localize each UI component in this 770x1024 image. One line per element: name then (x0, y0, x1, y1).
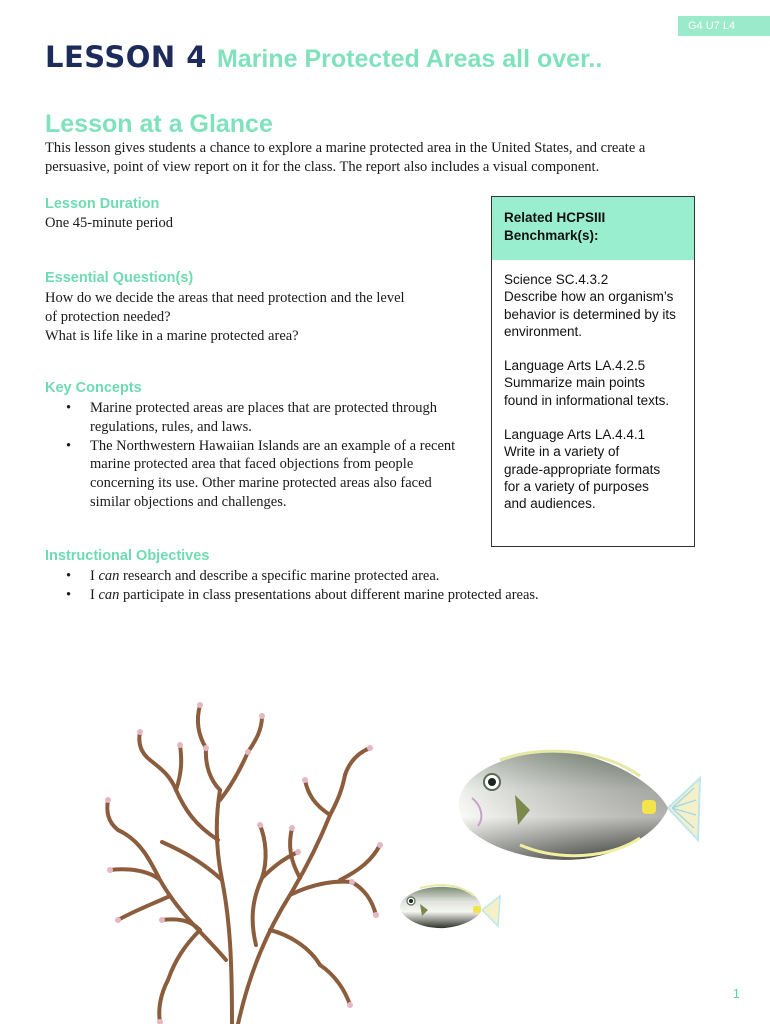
concept-line: concerning its use. Other marine protected areas also faced (90, 475, 432, 492)
benchmark-text: environment. (504, 323, 583, 339)
benchmark-text: Describe how an organism’s (504, 289, 674, 305)
benchmark-code: Language Arts LA.4.2.5 (504, 358, 646, 374)
benchmark-text: grade-appropriate formats (504, 461, 661, 477)
page-number: 1 (732, 986, 740, 1001)
objective-emphasis: can (98, 586, 120, 603)
lesson-number: LESSON 4 (45, 40, 207, 74)
duration-text: One 45-minute period (45, 215, 174, 231)
concept-line: marine protected area that faced objections from people (90, 456, 414, 473)
concept-line: • Marine protected areas are places that are protected through (90, 400, 438, 416)
grade-unit-lesson-tag: G4 U7 L4 (678, 16, 770, 36)
concept-line: regulations, rules, and laws. (90, 418, 252, 435)
benchmarks-heading-line: Benchmark(s): (504, 228, 599, 243)
objective-text: research and describe a specific marine protected area. (119, 568, 440, 584)
key-concepts-heading: Key Concepts (45, 380, 142, 396)
benchmark-code: Science SC.4.3.2 (504, 272, 609, 287)
coral-illustration (107, 705, 380, 1024)
glance-heading: Lesson at a Glance (45, 110, 273, 138)
benchmark-text: behavior is determined by its (504, 306, 676, 322)
objective-text: I (90, 568, 99, 584)
lesson-title: Marine Protected Areas all over.. (216, 45, 603, 73)
benchmark-text: found in informational texts. (504, 392, 670, 408)
benchmark-text: and audiences. (504, 496, 596, 512)
benchmark-text: Summarize main points (504, 375, 646, 391)
objective-emphasis: can (98, 568, 120, 584)
benchmark-text: Write in a variety of (504, 444, 620, 460)
essential-line: of protection needed? (45, 309, 171, 325)
essential-line: What is life like in a marine protected area? (45, 328, 299, 344)
duration-heading: Lesson Duration (45, 196, 160, 212)
large-unicornfish (459, 751, 700, 860)
objectives-heading: Instructional Objectives (45, 548, 210, 564)
benchmark-code: Language Arts LA.4.4.1 (504, 427, 646, 443)
benchmarks-heading-line: Related HCPSIII (504, 210, 606, 225)
intro-paragraph: This lesson gives students a chance to explore a marine protected area in the United States, and create a persuasive, point of view report on it for the class. The report also includes a visual component. (45, 140, 646, 175)
small-unicornfish (400, 885, 500, 928)
essential-heading: Essential Question(s) (45, 270, 194, 286)
coral-tips (105, 702, 383, 1024)
objective-text: I (90, 586, 99, 603)
concept-line: • The Northwestern Hawaiian Islands are an example of a recent (90, 437, 456, 454)
benchmark-text: for a variety of purposes (504, 478, 649, 494)
objective-text: participate in class presentations about different marine protected areas. (119, 586, 539, 603)
essential-line: How do we decide the areas that need protection and the level (45, 290, 405, 306)
concept-line: similar objections and challenges. (90, 493, 287, 510)
